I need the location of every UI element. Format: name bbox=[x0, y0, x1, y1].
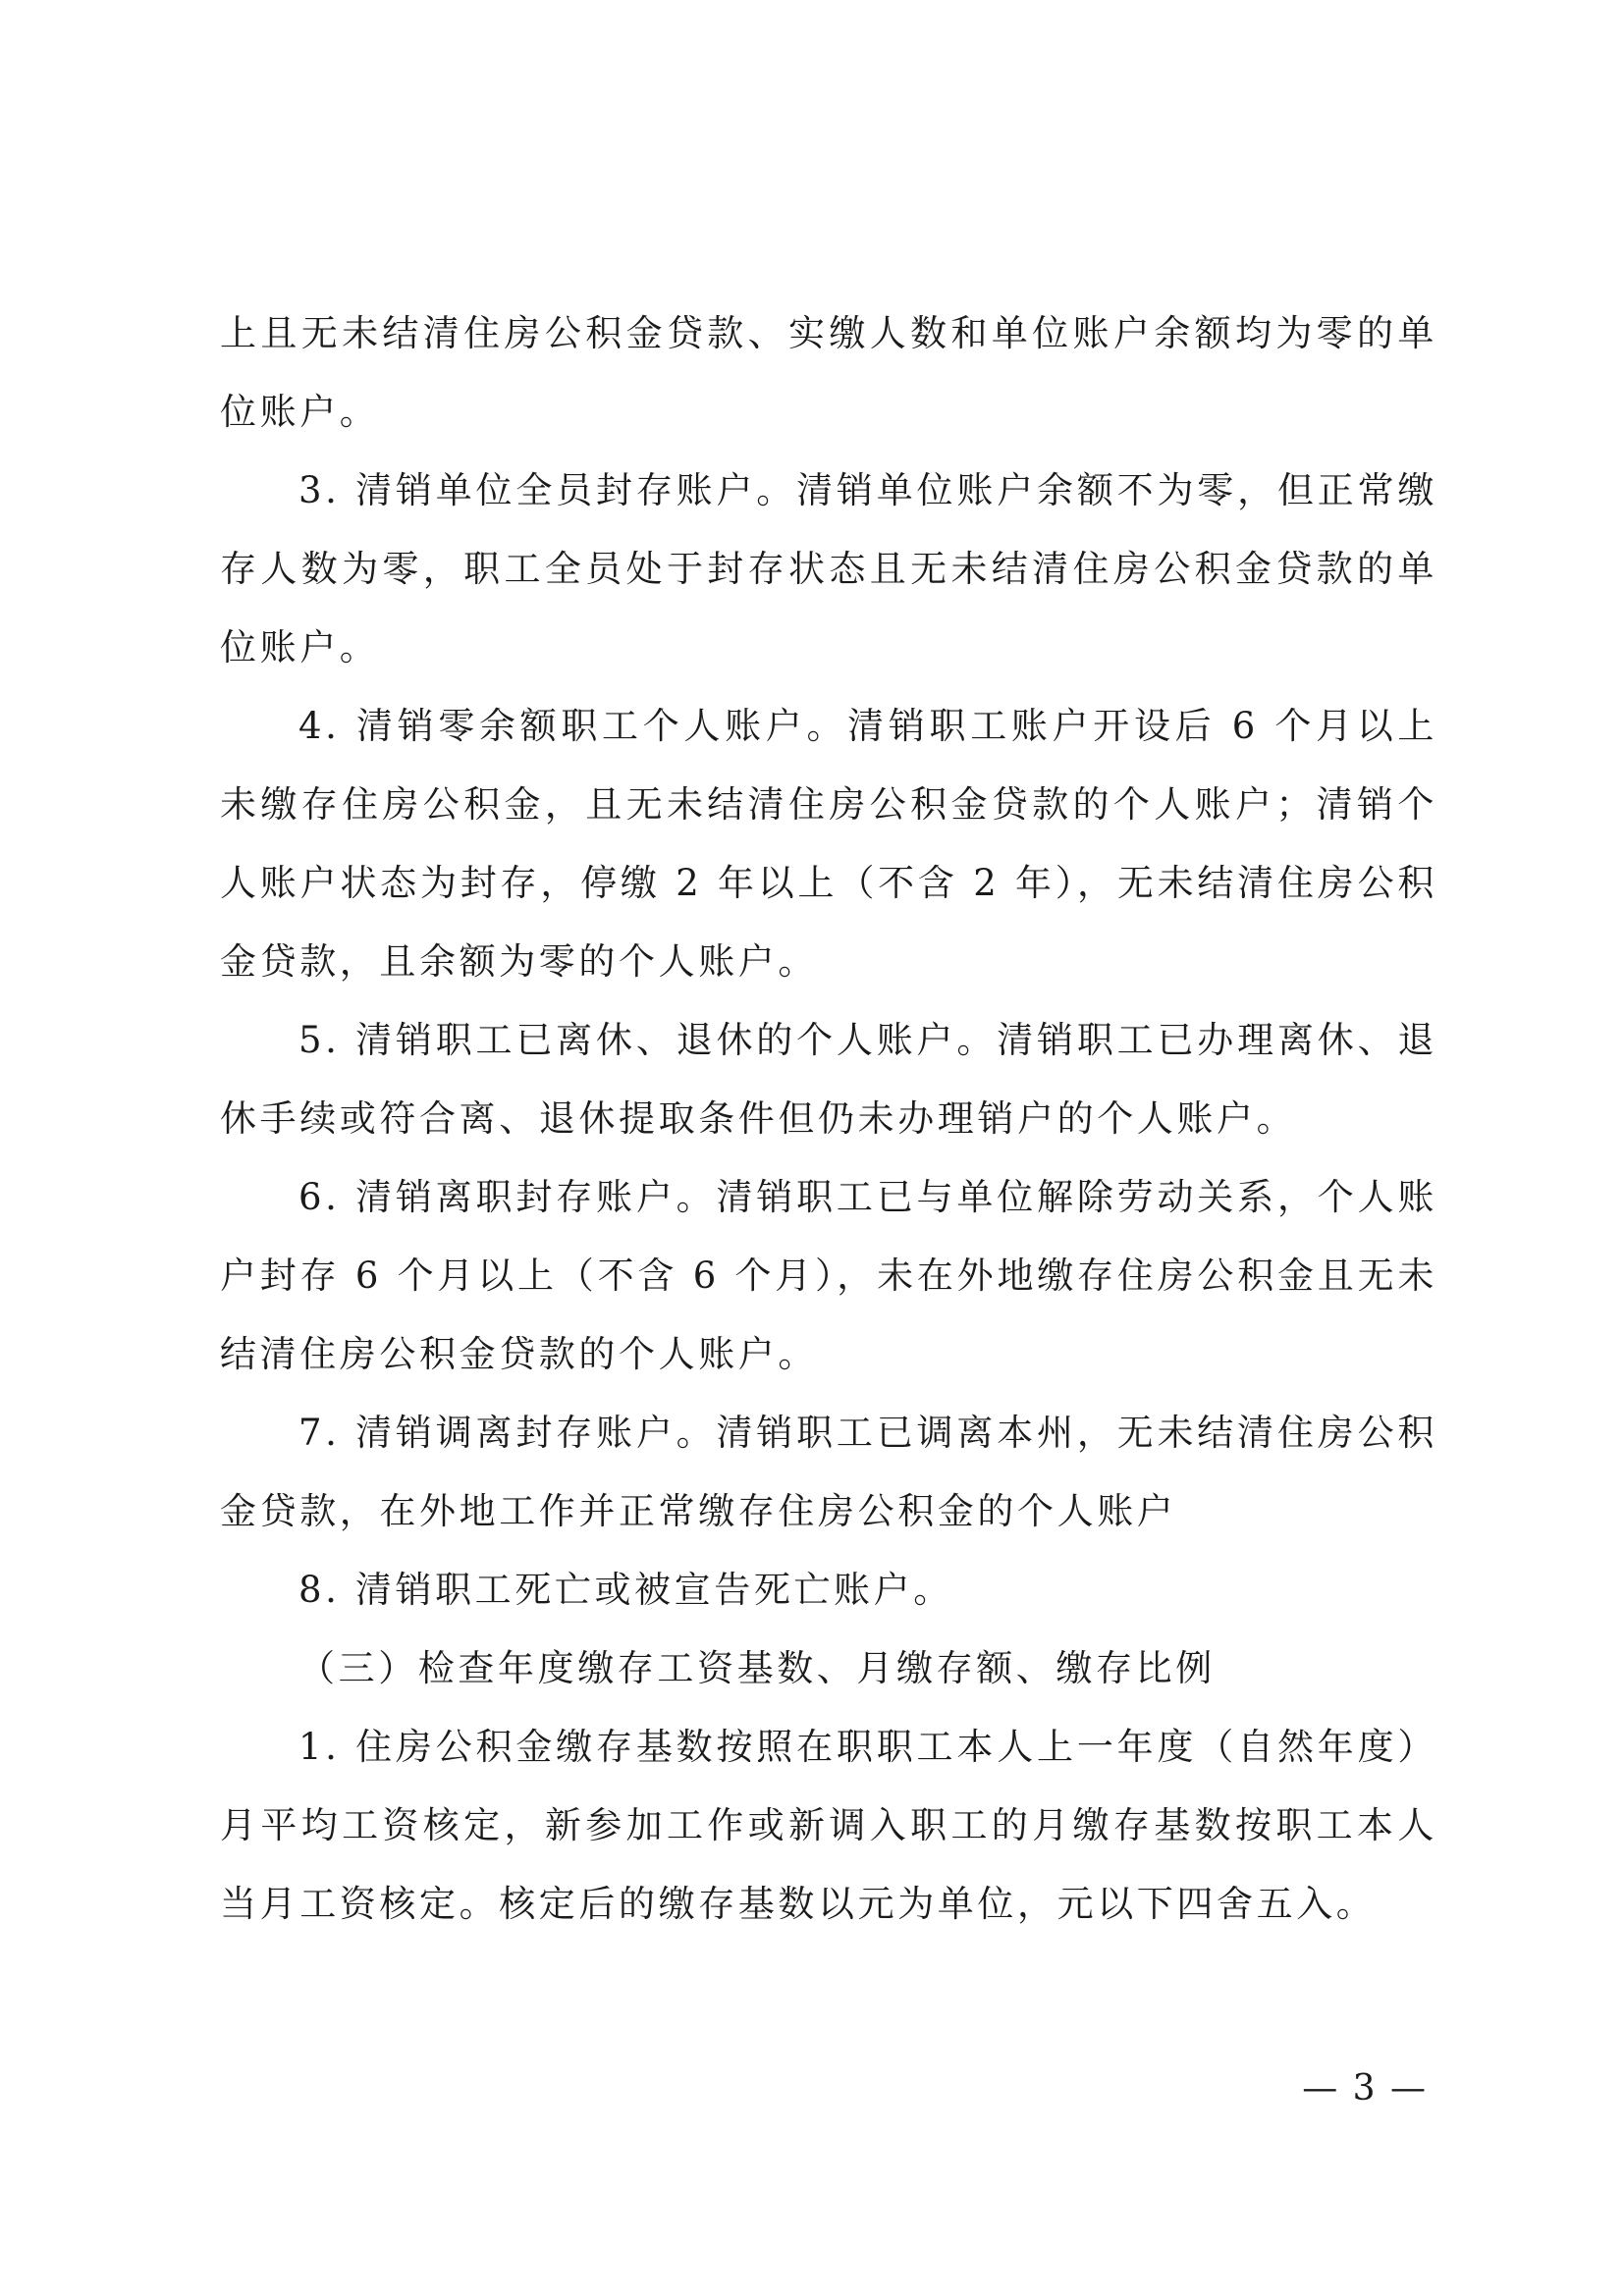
paragraph-item-4: 4. 清销零余额职工个人账户。清销职工账户开设后 6 个月以上未缴存住房公积金，且无未结清住房公积金贷款的个人账户；清销个人账户状态为封存，停缴 2 年以上（不含 2 年），无未结清住房公积金贷款，且余额为零的个人账户。 bbox=[220, 705, 1437, 983]
paragraph-continuation: 上且无未结清住房公积金贷款、实缴人数和单位账户余额均为零的单位账户。 bbox=[220, 312, 1437, 433]
page-number: — 3 — bbox=[1302, 2068, 1428, 2109]
paragraph-item-7: 7. 清销调离封存账户。清销职工已调离本州，无未结清住房公积金贷款，在外地工作并正常缴存住房公积金的个人账户 bbox=[220, 1412, 1437, 1532]
paragraph-item-1: 1. 住房公积金缴存基数按照在职职工本人上一年度（自然年度）月平均工资核定，新参加工作或新调入职工的月缴存基数按职工本人当月工资核定。核定后的缴存基数以元为单位，元以下四舍五入。 bbox=[220, 1726, 1437, 1925]
paragraph-item-5: 5. 清销职工已离休、退休的个人账户。清销职工已办理离休、退休手续或符合离、退休提取条件但仍未办理销户的个人账户。 bbox=[220, 1019, 1437, 1140]
paragraph-item-6: 6. 清销离职封存账户。清销职工已与单位解除劳动关系，个人账户封存 6 个月以上（不含 6 个月），未在外地缴存住房公积金且无未结清住房公积金贷款的个人账户。 bbox=[220, 1176, 1437, 1375]
paragraph-item-3: 3. 清销单位全员封存账户。清销单位账户余额不为零，但正常缴存人数为零，职工全员处于封存状态且无未结清住房公积金贷款的单位账户。 bbox=[220, 469, 1437, 668]
paragraph-item-8: 8. 清销职工死亡或被宣告死亡账户。 bbox=[298, 1569, 953, 1611]
document-body bbox=[220, 294, 1437, 1944]
section-heading: （三）检查年度缴存工资基数、月缴存额、缴存比例 bbox=[298, 1647, 1216, 1689]
